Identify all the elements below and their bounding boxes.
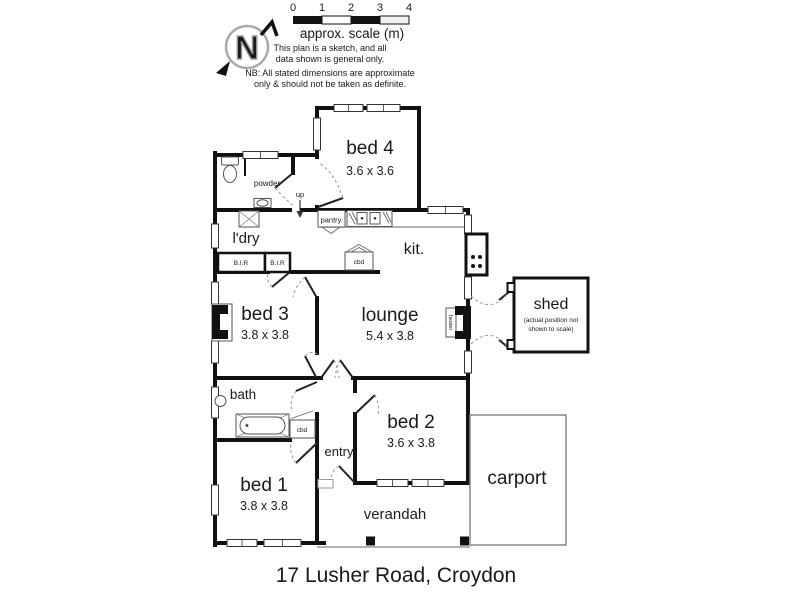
kitchen-label: kit.: [403, 241, 425, 258]
bed4-label: bed 4: [346, 138, 394, 159]
window: [465, 215, 472, 234]
scale-tick-2: 2: [347, 2, 355, 14]
door-swing: [471, 335, 509, 348]
bath-label: bath: [229, 387, 257, 402]
entry-step: [318, 480, 333, 489]
bed2-label: bed 2: [387, 412, 435, 433]
scale-segment: [293, 16, 322, 24]
door-leaf-shed-top: [499, 292, 509, 300]
laundry-trough-icon: [239, 211, 259, 227]
door-swing: [291, 391, 296, 410]
door-leaf-bath: [296, 382, 317, 391]
lounge-dims: 5.4 x 3.8: [366, 329, 414, 343]
nb-note-line1: NB: All stated dimensions are approximate: [245, 68, 415, 78]
verandah-post-icon: [460, 537, 469, 546]
toilet-icon: [222, 157, 239, 183]
cbd-label-bath: cbd: [296, 427, 308, 434]
door-swing: [293, 277, 305, 297]
up-label: up: [295, 190, 305, 199]
scale-tick-4: 4: [405, 2, 413, 14]
powder-label: powder: [253, 179, 281, 188]
window: [465, 351, 472, 373]
window: [212, 341, 219, 363]
compass-north-letter: N: [235, 29, 259, 66]
hotwater-unit-icon: [466, 234, 487, 275]
scale-bar: [245, 2, 415, 89]
door-leaf-bed3-south: [305, 356, 316, 377]
shed-label: shed: [533, 296, 569, 313]
door-swing: [335, 360, 340, 378]
stove-icon: [347, 211, 392, 227]
entry-label: entry: [324, 444, 354, 459]
bed1-label: bed 1: [240, 475, 288, 496]
door-swing: [375, 395, 379, 414]
kitchen-cupboard: [345, 245, 373, 271]
scale-caption: approx. scale (m): [299, 26, 405, 41]
door-leaf-front: [339, 466, 355, 483]
window: [314, 118, 321, 150]
bed3-label: bed 3: [241, 304, 289, 325]
door-swing: [319, 163, 343, 198]
window: [212, 485, 219, 515]
door-swing: [291, 444, 296, 463]
nb-note-line2: only & should not be taken as definite.: [253, 79, 407, 89]
door-leaf-lounge-right: [340, 360, 353, 378]
door-swing: [275, 188, 293, 205]
bir-label: B.I.R: [233, 260, 249, 267]
door-leaf-bed2: [355, 395, 375, 414]
bed1-dims: 3.8 x 3.8: [240, 499, 288, 513]
scale-tick-1: 1: [318, 2, 326, 14]
scale-segment: [351, 16, 380, 24]
verandah-label: verandah: [363, 506, 427, 523]
shed-outline: [514, 278, 588, 352]
door-leaf-lounge-left: [321, 360, 334, 378]
shed-tab: [508, 283, 515, 292]
bed2-dims: 3.6 x 3.8: [387, 436, 435, 450]
cbd-label-kitchen: cbd: [353, 259, 365, 266]
basin-icon: [254, 199, 271, 208]
compass-arrow-tail: [261, 22, 277, 36]
window: [212, 224, 219, 248]
compass-arrow-head: [216, 61, 230, 76]
heater-icon: [446, 306, 471, 339]
basin-icon: [215, 396, 226, 407]
scale-tick-0: 0: [289, 2, 297, 14]
built-in-robes: [218, 253, 290, 272]
window: [212, 282, 219, 304]
door-swing: [268, 274, 273, 287]
door-swing: [334, 360, 339, 378]
bathtub-icon: [236, 414, 289, 437]
pantry-label: pantry: [320, 215, 342, 225]
window: [465, 277, 472, 299]
heater-label: heater: [447, 314, 453, 331]
bed3-dims: 3.8 x 3.8: [241, 328, 289, 342]
heater-body: [455, 306, 471, 339]
sketch-note-line1: This plan is a sketch, and all: [273, 43, 387, 53]
door-leaf-bed1: [296, 443, 317, 463]
door-leaf-bed4: [318, 198, 343, 207]
scale-segment: [322, 16, 351, 24]
shed-tab: [508, 340, 515, 349]
door-leaf-bed3-east: [305, 277, 317, 298]
bir-label: B.I.R: [270, 260, 285, 267]
scale-tick-3: 3: [376, 2, 384, 14]
lounge-label: lounge: [361, 305, 419, 326]
carport-label: carport: [487, 468, 547, 489]
door-swing: [471, 292, 509, 305]
shed-note-line1: (actual position not: [523, 317, 579, 324]
door-leaf-bed3-north: [272, 272, 290, 287]
laundry-label: l'dry: [232, 230, 260, 247]
shed-note-line2: shown to scale): [528, 326, 574, 333]
scale-segment: [380, 16, 409, 24]
sketch-note-line2: data shown is general only.: [275, 54, 385, 64]
page-title: 17 Lusher Road, Croydon: [275, 564, 517, 587]
verandah-post-icon: [366, 537, 375, 546]
bed4-dims: 3.6 x 3.6: [346, 164, 394, 178]
fireplace-icon: [212, 304, 232, 341]
